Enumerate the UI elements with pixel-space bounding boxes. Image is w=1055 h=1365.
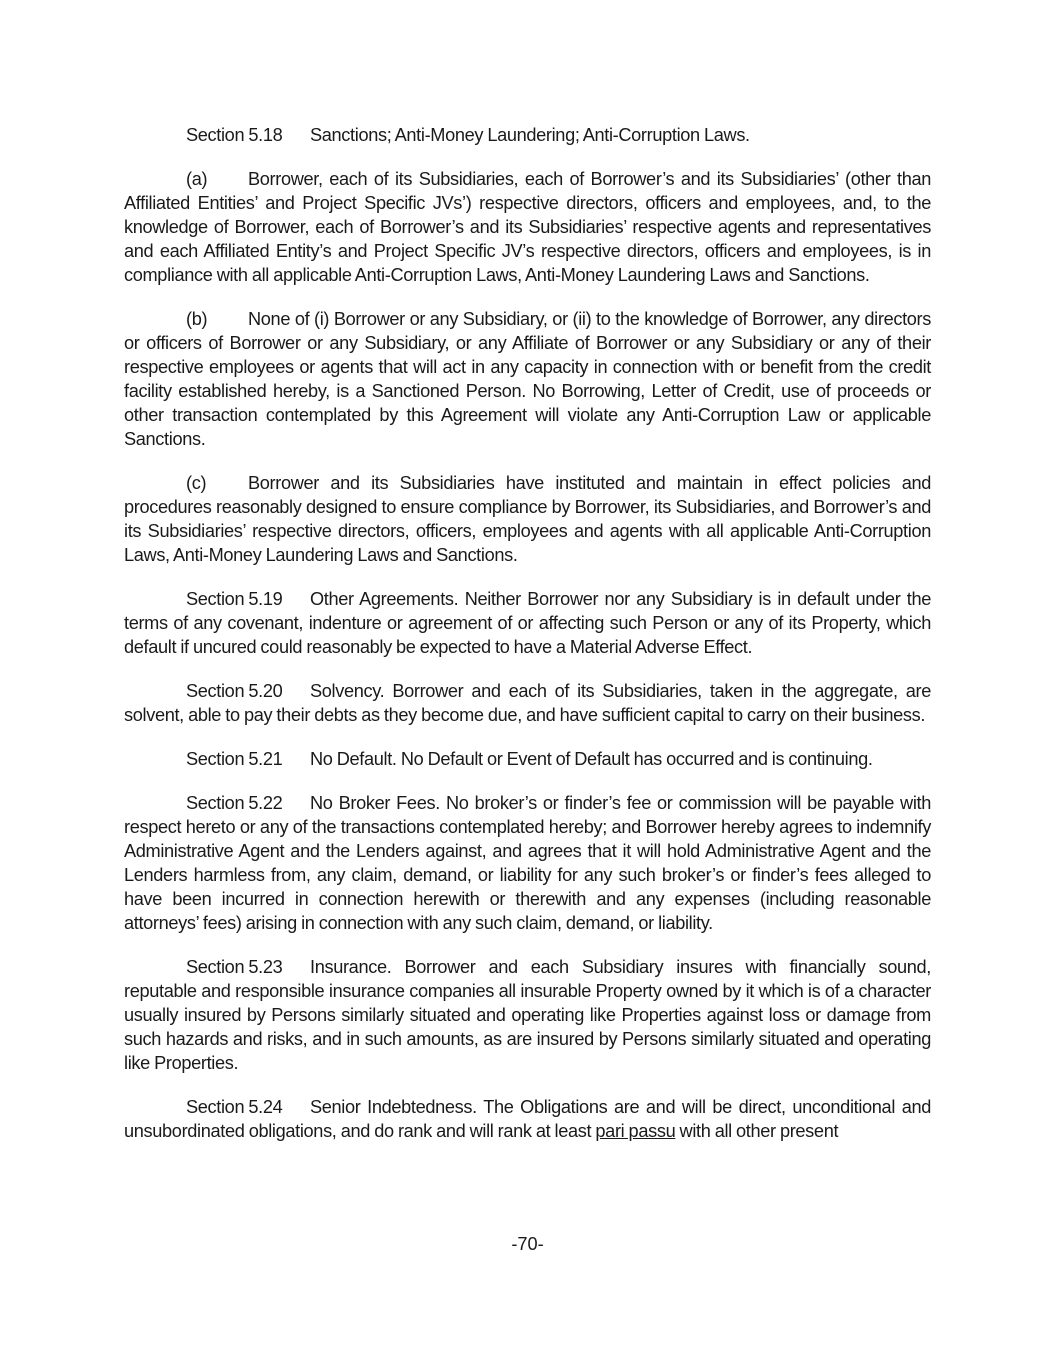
section-number: Section 5.23 [186,957,283,977]
section-number: Section 5.24 [186,1097,283,1117]
section-text: No Default. No Default or Event of Default has occurred and is continuing. [310,749,873,769]
paragraph-5-18-c [124,471,931,567]
section-5-18-heading [124,123,931,147]
section-number: Section 5.21 [186,749,283,769]
section-5-20 [124,679,931,727]
page-number: -70- [511,1234,544,1254]
clause-label: (c) [186,473,207,493]
document-page [124,123,931,1163]
clause-text: Borrower, each of its Subsidiaries, each of Borrower’s and its Subsidiaries’ (other than Affiliated Entities’ and Project Specific JVs’) respective directors, officers and employees, and, to the knowledge of Borrower, each of Borrower’s and its Subsidiaries’ respective agents and representatives and each Affiliated Entity’s and Project Specific JV’s respective directors, officers and employees, is in compliance with all applicable Anti-Corruption Laws, Anti-Money Laundering Laws and Sanctions. [124,169,931,285]
section-5-22 [124,791,931,935]
section-text-before: Senior Indebtedness. The Obligations are and will be direct, unconditional and unsubordinated obligations, and do rank and will rank at least [124,1097,931,1141]
section-text: No Broker Fees. No broker’s or finder’s fee or commission will be payable with respect hereto or any of the transactions contemplated hereby; and Borrower hereby agrees to indemnify Administrative Agent and the Lenders against, and agrees that it will hold Administrative Agent and the Lenders harmless from, any claim, demand, or liability for any such broker’s or finder’s fees alleged to have been incurred in connection herewith or therewith and any expenses (including reasonable attorneys’ fees) arising in connection with any such claim, demand, or liability. [124,793,931,933]
section-number: Section 5.20 [186,681,283,701]
section-text: Insurance. Borrower and each Subsidiary insures with financially sound, reputable and responsible insurance companies all insurable Property owned by it which is of a character usually insured by Persons similarly situated and operating like Properties against loss or damage from such hazards and risks, and in such amounts, as are insured by Persons similarly situated and operating like Properties. [124,957,931,1073]
clause-label: (a) [186,169,208,189]
section-number: Section 5.22 [186,793,283,813]
paragraph-5-18-a [124,167,931,287]
section-5-21 [124,747,931,771]
section-5-23 [124,955,931,1075]
paragraph-5-18-b [124,307,931,451]
section-5-24 [124,1095,931,1143]
section-5-19 [124,587,931,659]
clause-text: None of (i) Borrower or any Subsidiary, or (ii) to the knowledge of Borrower, any directors or officers of Borrower or any Subsidiary, or any Affiliate of Borrower or any Subsidiary or any of their respective employees or agents that will act in any capacity in connection with or benefit from the credit facility established hereby, is a Sanctioned Person. No Borrowing, Letter of Credit, use of proceeds or other transaction contemplated by this Agreement will violate any Anti-Corruption Law or applicable Sanctions. [124,309,931,449]
underlined-term: pari passu [595,1121,676,1141]
clause-label: (b) [186,309,208,329]
section-number: Section 5.18 [186,125,283,145]
section-title: Sanctions; Anti-Money Laundering; Anti-Corruption Laws. [310,125,750,145]
section-text: Other Agreements. Neither Borrower nor any Subsidiary is in default under the terms of any covenant, indenture or agreement of or affecting such Person or any of its Property, which default if uncured could reasonably be expected to have a Material Adverse Effect. [124,589,931,657]
section-text: Solvency. Borrower and each of its Subsidiaries, taken in the aggregate, are solvent, able to pay their debts as they become due, and have sufficient capital to carry on their business. [124,681,931,725]
section-text-after: with all other present [679,1121,839,1141]
clause-text: Borrower and its Subsidiaries have instituted and maintain in effect policies and procedures reasonably designed to ensure compliance by Borrower, its Subsidiaries, and Borrower’s and its Subsidiaries’ respective directors, officers, employees and agents with all applicable Anti-Corruption Laws, Anti-Money Laundering Laws and Sanctions. [124,473,931,565]
section-number: Section 5.19 [186,589,283,609]
